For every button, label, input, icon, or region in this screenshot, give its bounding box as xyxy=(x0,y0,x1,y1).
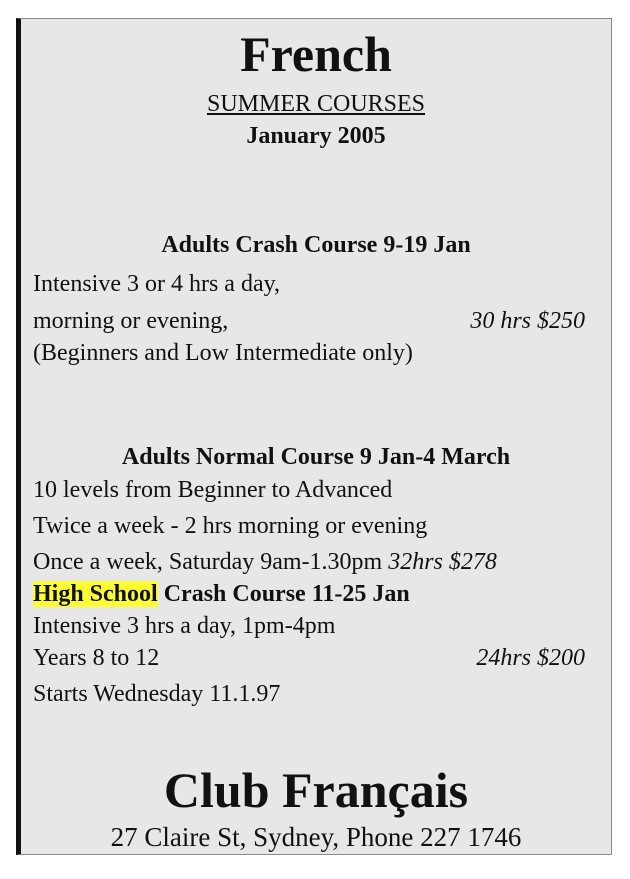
flyer-date: January 2005 xyxy=(246,123,386,149)
adults-crash-line-1: Intensive 3 or 4 hrs a day, xyxy=(33,271,281,297)
flyer-title: French xyxy=(240,26,392,82)
high-school-highlight: High School xyxy=(33,581,158,607)
adults-normal-schedule: Once a week, Saturday 9am-1.30pm xyxy=(33,549,383,575)
club-name: Club Français xyxy=(163,762,469,818)
adults-crash-line-2: morning or evening, xyxy=(33,308,229,334)
adults-normal-line-3 xyxy=(33,549,497,576)
adults-normal-heading: Adults Normal Course 9 Jan-4 March xyxy=(121,444,511,470)
course-flyer xyxy=(16,18,612,855)
high-school-line-2: Years 8 to 12 xyxy=(33,645,160,671)
adults-crash-heading: Adults Crash Course 9-19 Jan xyxy=(161,232,471,258)
adults-normal-line-1: 10 levels from Beginner to Advanced xyxy=(33,477,393,503)
high-school-line-3: Starts Wednesday 11.1.97 xyxy=(33,681,281,707)
adults-normal-line-2: Twice a week - 2 hrs morning or evening xyxy=(33,513,428,539)
flyer-subtitle: SUMMER COURSES xyxy=(206,91,426,117)
high-school-line-1: Intensive 3 hrs a day, 1pm-4pm xyxy=(33,613,336,639)
high-school-price: 24hrs $200 xyxy=(476,645,585,671)
high-school-heading-rest: Crash Course 11-25 Jan xyxy=(157,581,410,607)
adults-crash-price: 30 hrs $250 xyxy=(470,308,585,334)
high-school-heading xyxy=(33,581,410,608)
adults-crash-line-3: (Beginners and Low Intermediate only) xyxy=(33,340,413,366)
adults-normal-price: 32hrs $278 xyxy=(388,549,497,575)
club-address: 27 Claire St, Sydney, Phone 227 1746 xyxy=(110,822,522,852)
